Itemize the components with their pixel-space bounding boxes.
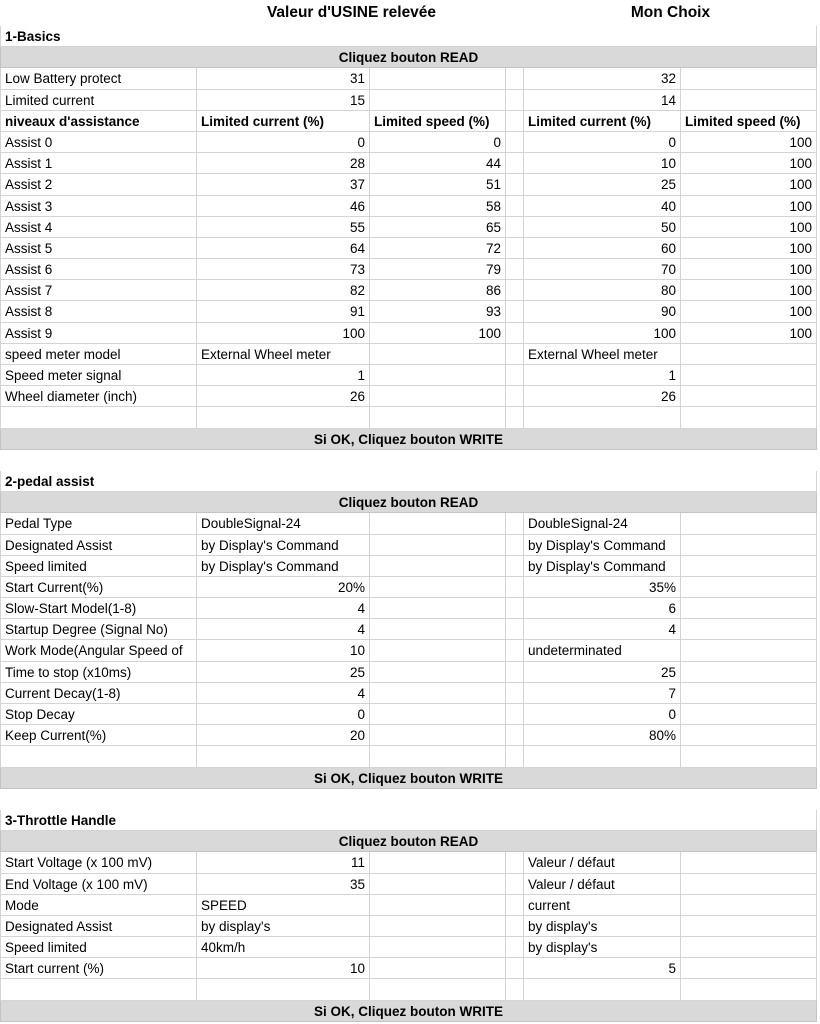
factory-value-2	[370, 68, 506, 89]
table-row	[0, 174, 820, 195]
table-row	[0, 916, 820, 937]
factory-value-2	[370, 535, 506, 556]
choice-value-2: 100	[681, 153, 817, 174]
choice-value-1: by display's	[524, 916, 681, 937]
table-row	[0, 895, 820, 916]
table-row	[0, 323, 820, 344]
choice-value-1: by Display's Command	[524, 535, 681, 556]
section-title: 3-Throttle Handle	[0, 810, 817, 831]
write-row	[0, 1001, 820, 1022]
section-gap	[0, 450, 820, 471]
factory-value-1: 11	[197, 852, 370, 873]
table-row	[0, 619, 820, 640]
factory-value-1: 10	[197, 640, 370, 661]
spacer-cell	[506, 386, 524, 407]
table-row	[0, 196, 820, 217]
row-label: Startup Degree (Signal No)	[0, 619, 197, 640]
row-label: Low Battery protect	[0, 68, 197, 89]
section-gap	[0, 789, 820, 810]
spacer-cell	[506, 640, 524, 661]
choice-value-1: 26	[524, 386, 681, 407]
spacer-cell	[506, 280, 524, 301]
row-label: Assist 8	[0, 301, 197, 322]
row-label: Designated Assist	[0, 535, 197, 556]
table-row	[0, 301, 820, 322]
read-row	[0, 831, 820, 852]
row-label: Slow-Start Model(1-8)	[0, 598, 197, 619]
factory-value-1: 35	[197, 874, 370, 895]
row-label: Assist 6	[0, 259, 197, 280]
choice-value-1: 90	[524, 301, 681, 322]
choice-value-1: 7	[524, 683, 681, 704]
factory-value-2	[370, 90, 506, 111]
choice-value-1: Limited current (%)	[524, 111, 681, 132]
factory-value-1: 20	[197, 725, 370, 746]
choice-value-2: 100	[681, 196, 817, 217]
choice-value-1: 50	[524, 217, 681, 238]
choice-value-2	[681, 619, 817, 640]
factory-value-1: 10	[197, 958, 370, 979]
section-title-row	[0, 471, 820, 492]
spacer-cell	[506, 895, 524, 916]
choice-value-1: 0	[524, 132, 681, 153]
table-row	[0, 344, 820, 365]
spacer-cell	[506, 577, 524, 598]
spacer-cell	[506, 662, 524, 683]
choice-value-2	[681, 407, 817, 428]
factory-value-1: 0	[197, 132, 370, 153]
spacer-cell	[506, 598, 524, 619]
factory-value-1: 73	[197, 259, 370, 280]
factory-value-2: 44	[370, 153, 506, 174]
table-row	[0, 153, 820, 174]
spacer-cell	[506, 619, 524, 640]
row-label: Designated Assist	[0, 916, 197, 937]
factory-value-2	[370, 958, 506, 979]
spacer-cell	[506, 958, 524, 979]
spacer-cell	[506, 407, 524, 428]
choice-value-1: External Wheel meter	[524, 344, 681, 365]
factory-value-1: 37	[197, 174, 370, 195]
choice-value-1	[524, 979, 681, 1000]
table-row	[0, 683, 820, 704]
spacer-cell	[506, 217, 524, 238]
row-label: End Voltage (x 100 mV)	[0, 874, 197, 895]
factory-values-header: Valeur d'USINE relevée	[266, 4, 437, 21]
row-label: Limited current	[0, 90, 197, 111]
choice-value-1: 80	[524, 280, 681, 301]
factory-value-2	[370, 513, 506, 534]
choice-value-2	[681, 916, 817, 937]
table-row	[0, 704, 820, 725]
section-1	[0, 26, 820, 471]
spacer-cell	[506, 513, 524, 534]
factory-value-2: 58	[370, 196, 506, 217]
factory-value-2	[370, 874, 506, 895]
row-label: Assist 9	[0, 323, 197, 344]
choice-value-1: 1	[524, 365, 681, 386]
spacer-cell	[506, 323, 524, 344]
spacer-cell	[506, 937, 524, 958]
section-title: 1-Basics	[0, 26, 817, 47]
choice-value-1: 25	[524, 662, 681, 683]
table-row	[0, 535, 820, 556]
table-row	[0, 852, 820, 873]
row-label: Current Decay(1-8)	[0, 683, 197, 704]
section-3	[0, 810, 820, 1022]
factory-value-2	[370, 640, 506, 661]
choice-value-1: 35%	[524, 577, 681, 598]
table-row	[0, 937, 820, 958]
table-row	[0, 111, 820, 132]
choice-value-2	[681, 365, 817, 386]
choice-value-1: by display's	[524, 937, 681, 958]
choice-value-1: 80%	[524, 725, 681, 746]
choice-value-2	[681, 344, 817, 365]
table-row	[0, 979, 820, 1000]
choice-value-2: 100	[681, 217, 817, 238]
choice-value-1: 10	[524, 153, 681, 174]
spacer-cell	[506, 238, 524, 259]
choice-value-2	[681, 577, 817, 598]
spacer-cell	[506, 874, 524, 895]
row-label: Start Voltage (x 100 mV)	[0, 852, 197, 873]
spacer-cell	[506, 174, 524, 195]
factory-value-2	[370, 725, 506, 746]
row-label	[0, 979, 197, 1000]
table-row	[0, 90, 820, 111]
factory-value-2	[370, 979, 506, 1000]
factory-value-1: DoubleSignal-24	[197, 513, 370, 534]
factory-value-2: Limited speed (%)	[370, 111, 506, 132]
choice-value-1: 100	[524, 323, 681, 344]
choice-value-1: 5	[524, 958, 681, 979]
choice-value-1: Valeur / défaut	[524, 874, 681, 895]
table-row	[0, 513, 820, 534]
factory-value-1: 1	[197, 365, 370, 386]
write-row	[0, 768, 820, 789]
factory-value-2	[370, 662, 506, 683]
row-label: speed meter model	[0, 344, 197, 365]
table-row	[0, 598, 820, 619]
spacer-cell	[506, 90, 524, 111]
factory-value-1: 91	[197, 301, 370, 322]
factory-value-2	[370, 344, 506, 365]
factory-value-2	[370, 386, 506, 407]
factory-value-2	[370, 598, 506, 619]
factory-value-2	[370, 577, 506, 598]
spacer-cell	[506, 259, 524, 280]
section-2	[0, 471, 820, 810]
factory-value-1: 25	[197, 662, 370, 683]
choice-value-2: Limited speed (%)	[681, 111, 817, 132]
factory-value-2	[370, 407, 506, 428]
choice-value-2: 100	[681, 280, 817, 301]
row-label: Keep Current(%)	[0, 725, 197, 746]
choice-value-1: DoubleSignal-24	[524, 513, 681, 534]
row-label: Speed limited	[0, 556, 197, 577]
factory-value-2: 65	[370, 217, 506, 238]
table-row	[0, 238, 820, 259]
factory-value-2	[370, 895, 506, 916]
table-row	[0, 958, 820, 979]
table-row	[0, 68, 820, 89]
choice-value-1: 0	[524, 704, 681, 725]
spacer-cell	[506, 746, 524, 767]
spacer-cell	[506, 556, 524, 577]
table-row	[0, 577, 820, 598]
factory-value-1: 4	[197, 598, 370, 619]
factory-value-2: 72	[370, 238, 506, 259]
choice-value-1: 60	[524, 238, 681, 259]
factory-value-2	[370, 746, 506, 767]
choice-value-2	[681, 513, 817, 534]
choice-value-2	[681, 746, 817, 767]
row-label: Pedal Type	[0, 513, 197, 534]
row-label: Speed limited	[0, 937, 197, 958]
choice-value-2	[681, 598, 817, 619]
choice-value-2	[681, 958, 817, 979]
choice-value-1: Valeur / défaut	[524, 852, 681, 873]
choice-value-1: 32	[524, 68, 681, 89]
factory-value-1: Limited current (%)	[197, 111, 370, 132]
choice-value-1: by Display's Command	[524, 556, 681, 577]
choice-value-2	[681, 874, 817, 895]
factory-value-1: External Wheel meter	[197, 344, 370, 365]
factory-value-1: 31	[197, 68, 370, 89]
row-label: Assist 4	[0, 217, 197, 238]
choice-value-1	[524, 407, 681, 428]
table-row	[0, 259, 820, 280]
table-row	[0, 556, 820, 577]
factory-value-2: 93	[370, 301, 506, 322]
table-row	[0, 640, 820, 661]
choice-value-2	[681, 535, 817, 556]
row-label: Assist 5	[0, 238, 197, 259]
row-label: Time to stop (x10ms)	[0, 662, 197, 683]
spacer-cell	[506, 683, 524, 704]
table-row	[0, 725, 820, 746]
choice-value-1: 4	[524, 619, 681, 640]
factory-value-1: by display's	[197, 916, 370, 937]
choice-value-2	[681, 937, 817, 958]
section-title: 2-pedal assist	[0, 471, 817, 492]
write-button[interactable]: Si OK, Cliquez bouton WRITE	[0, 1001, 817, 1022]
factory-value-1: 28	[197, 153, 370, 174]
spacer-cell	[506, 111, 524, 132]
factory-value-2: 100	[370, 323, 506, 344]
factory-value-2: 86	[370, 280, 506, 301]
row-label: Assist 1	[0, 153, 197, 174]
choice-value-1	[524, 746, 681, 767]
table-row	[0, 662, 820, 683]
read-button[interactable]: Cliquez bouton READ	[0, 831, 817, 852]
write-button[interactable]: Si OK, Cliquez bouton WRITE	[0, 429, 817, 450]
factory-value-1	[197, 979, 370, 1000]
choice-value-1: 40	[524, 196, 681, 217]
factory-value-1: 4	[197, 619, 370, 640]
table-row	[0, 746, 820, 767]
factory-value-1: 100	[197, 323, 370, 344]
table-row	[0, 407, 820, 428]
factory-value-1: 26	[197, 386, 370, 407]
row-label: Assist 7	[0, 280, 197, 301]
table-row	[0, 280, 820, 301]
factory-value-2: 51	[370, 174, 506, 195]
spacer-cell	[506, 852, 524, 873]
factory-value-1: 15	[197, 90, 370, 111]
read-row	[0, 47, 820, 68]
choice-value-2: 100	[681, 301, 817, 322]
choice-value-2: 100	[681, 132, 817, 153]
factory-value-1: 55	[197, 217, 370, 238]
factory-value-1	[197, 407, 370, 428]
factory-value-1: 82	[197, 280, 370, 301]
choice-value-1: 70	[524, 259, 681, 280]
factory-value-2	[370, 365, 506, 386]
table-row	[0, 874, 820, 895]
write-row	[0, 429, 820, 450]
row-label: Start current (%)	[0, 958, 197, 979]
spacer-cell	[506, 535, 524, 556]
row-label: niveaux d'assistance	[0, 111, 197, 132]
choice-value-2	[681, 662, 817, 683]
choice-value-2: 100	[681, 238, 817, 259]
my-choice-header: Mon Choix	[630, 4, 711, 21]
spacer-cell	[506, 132, 524, 153]
choice-value-1: 14	[524, 90, 681, 111]
choice-value-2	[681, 640, 817, 661]
factory-value-1: 20%	[197, 577, 370, 598]
row-label	[0, 407, 197, 428]
spacer-cell	[506, 344, 524, 365]
spacer-cell	[506, 916, 524, 937]
choice-value-2: 100	[681, 259, 817, 280]
factory-value-1: SPEED	[197, 895, 370, 916]
factory-value-2	[370, 704, 506, 725]
spacer-cell	[506, 979, 524, 1000]
factory-value-1: 64	[197, 238, 370, 259]
choice-value-1: undeterminated	[524, 640, 681, 661]
row-label: Stop Decay	[0, 704, 197, 725]
read-button[interactable]: Cliquez bouton READ	[0, 47, 817, 68]
choice-value-2: 100	[681, 174, 817, 195]
spacer-cell	[506, 196, 524, 217]
choice-value-1: current	[524, 895, 681, 916]
table-row	[0, 386, 820, 407]
spacer-cell	[506, 153, 524, 174]
spacer-cell	[506, 365, 524, 386]
factory-value-2: 79	[370, 259, 506, 280]
choice-value-2	[681, 68, 817, 89]
row-label: Start Current(%)	[0, 577, 197, 598]
factory-value-1	[197, 746, 370, 767]
spacer-cell	[506, 725, 524, 746]
factory-value-2	[370, 916, 506, 937]
factory-value-1: by Display's Command	[197, 535, 370, 556]
factory-value-1: 46	[197, 196, 370, 217]
choice-value-2: 100	[681, 323, 817, 344]
factory-value-2	[370, 937, 506, 958]
factory-value-2: 0	[370, 132, 506, 153]
read-button[interactable]: Cliquez bouton READ	[0, 492, 817, 513]
spacer-cell	[506, 704, 524, 725]
factory-value-2	[370, 852, 506, 873]
table-row	[0, 132, 820, 153]
read-row	[0, 492, 820, 513]
choice-value-2	[681, 979, 817, 1000]
row-label: Assist 0	[0, 132, 197, 153]
table-row	[0, 365, 820, 386]
factory-value-2	[370, 556, 506, 577]
row-label: Mode	[0, 895, 197, 916]
section-title-row	[0, 810, 820, 831]
choice-value-1: 6	[524, 598, 681, 619]
choice-value-2	[681, 683, 817, 704]
row-label: Speed meter signal	[0, 365, 197, 386]
table-row	[0, 217, 820, 238]
row-label	[0, 746, 197, 767]
column-header-row	[0, 0, 820, 26]
row-label: Assist 2	[0, 174, 197, 195]
choice-value-2	[681, 556, 817, 577]
factory-value-1: 0	[197, 704, 370, 725]
factory-value-1: 40km/h	[197, 937, 370, 958]
choice-value-2	[681, 852, 817, 873]
factory-value-1: 4	[197, 683, 370, 704]
choice-value-2	[681, 725, 817, 746]
factory-value-2	[370, 683, 506, 704]
write-button[interactable]: Si OK, Cliquez bouton WRITE	[0, 768, 817, 789]
choice-value-2	[681, 895, 817, 916]
choice-value-1: 25	[524, 174, 681, 195]
choice-value-2	[681, 90, 817, 111]
row-label: Work Mode(Angular Speed of	[0, 640, 197, 661]
factory-value-2	[370, 619, 506, 640]
spacer-cell	[506, 68, 524, 89]
factory-value-1: by Display's Command	[197, 556, 370, 577]
row-label: Assist 3	[0, 196, 197, 217]
section-title-row	[0, 26, 820, 47]
row-label: Wheel diameter (inch)	[0, 386, 197, 407]
spacer-cell	[506, 301, 524, 322]
choice-value-2	[681, 704, 817, 725]
choice-value-2	[681, 386, 817, 407]
